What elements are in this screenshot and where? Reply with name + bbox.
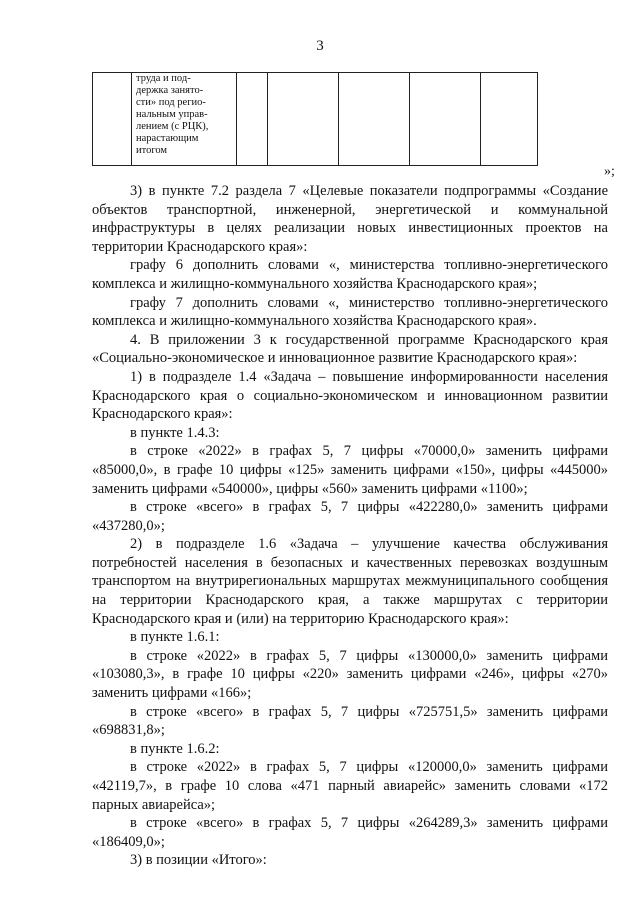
paragraph: в строке «всего» в графах 5, 7 цифры «725751,5» заменить цифрами «698831,8»; <box>92 703 608 739</box>
paragraph: 3) в пункте 7.2 раздела 7 «Целевые показатели подпрограммы «Создание объектов транспортной, инженерной, энергетической и коммунальной инфраструктуры в целях реализации новых инвестиционных проектов на территории Краснодарского края»: <box>92 183 608 255</box>
paragraph: в строке «всего» в графах 5, 7 цифры «264289,3» заменить цифрами «186409,0»; <box>92 815 608 850</box>
paragraph: 1) в подразделе 1.4 «Задача – повышение информированности населения Краснодарского края о социально-экономическом и инновационном развитии Краснодарского края»: <box>92 368 608 423</box>
paragraph: 2) в подразделе 1.6 «Задача – улучшение качества обслуживания потребностей населения в безопасных и качественных перевозках воздушным транспортом на внутрирегиональных маршрутах межмуниципального сообщения на территории Краснодарского края, а также маршрутах с территории Краснодарского края и (или) на территорию Краснодарского края»: <box>92 536 608 627</box>
table-cell <box>339 73 410 166</box>
table-cell <box>481 73 538 166</box>
paragraph: в строке «2022» в графах 5, 7 цифры «120000,0» заменить цифрами «42119,7», в графе 10 слова «471 парный авиарейс» заменить словами «172 парных авиарейса»; <box>92 759 608 813</box>
table-cell <box>237 73 268 166</box>
cell-line: нарастающим <box>136 133 199 144</box>
paragraph: в пункте 1.4.3: <box>130 424 220 441</box>
paragraph: в пункте 1.6.2: <box>130 740 220 757</box>
cell-line: труда и под- <box>136 73 191 84</box>
table-cell <box>410 73 481 166</box>
table-cell <box>268 73 339 166</box>
cell-line: итогом <box>136 145 168 156</box>
paragraph: в пункте 1.6.1: <box>130 629 220 646</box>
table-cell-indicator <box>132 73 237 166</box>
table-fragment <box>92 72 538 166</box>
cell-line: нальным управ- <box>136 109 208 120</box>
paragraph: в строке «2022» в графах 5, 7 цифры «130000,0» заменить цифрами «103080,3», в графе 10 цифры «220» заменить цифрами «246», цифры «270» заменить цифрами «166»; <box>92 647 608 702</box>
cell-line: сти» под регио- <box>136 97 206 108</box>
paragraph: 3) в позиции «Итого»: <box>130 852 267 869</box>
closing-quote: »; <box>604 164 615 179</box>
paragraph: в строке «всего» в графах 5, 7 цифры «422280,0» заменить цифрами «437280,0»; <box>92 499 608 534</box>
paragraph: 4. В приложении 3 к государственной программе Краснодарского края «Социально-экономическое и инновационное развитие Краснодарского края»: <box>92 331 608 367</box>
paragraph: графу 6 дополнить словами «, министерства топливно-энергетического комплекса и жилищно-коммунального хозяйства Краснодарского края»; <box>92 257 608 292</box>
paragraph: в строке «2022» в графах 5, 7 цифры «70000,0» заменить цифрами «85000,0», в графе 10 цифры «125» заменить цифрами «150», цифры «445000» заменить цифрами «540000», цифры «560» заменить цифрами «1100»; <box>92 443 608 497</box>
table-cell <box>93 73 132 166</box>
page-number: 3 <box>316 38 324 54</box>
document-body <box>92 182 608 870</box>
paragraph: графу 7 дополнить словами «, министерство топливно-энергетического комплекса и жилищно-коммунального хозяйства Краснодарского края». <box>92 294 608 330</box>
table-row <box>93 73 538 166</box>
cell-line: держка занято- <box>136 85 204 96</box>
cell-line: лением (с РЦК), <box>136 121 209 132</box>
